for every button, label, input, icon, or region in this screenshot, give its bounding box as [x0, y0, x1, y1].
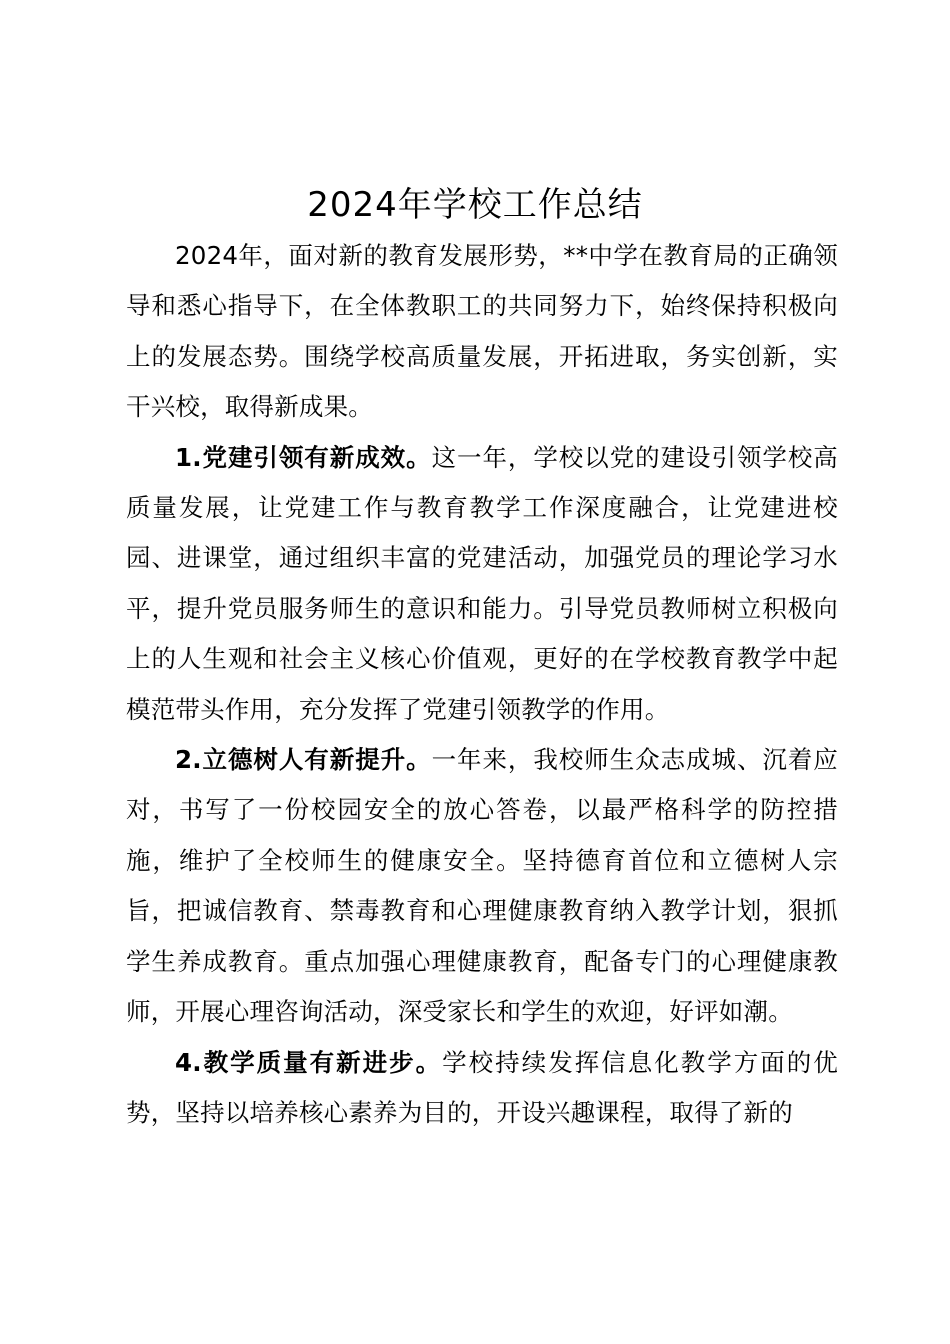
section-paragraph-moral-education — [126, 735, 838, 1037]
section-heading: 2.立德树人有新提升。 — [175, 745, 432, 775]
section-text: 学校持续发挥信息化教学方面的优势，坚持以培养核心素养为目的，开设兴趣课程，取得了新的 — [126, 1047, 838, 1127]
document-body — [126, 231, 838, 1138]
section-heading: 1.党建引领有新成效。 — [175, 442, 432, 472]
section-paragraph-teaching-quality — [126, 1038, 838, 1139]
intro-paragraph — [126, 231, 838, 433]
section-heading: 4.教学质量有新进步。 — [175, 1047, 443, 1077]
section-text: 一年来，我校师生众志成城、沉着应对，书写了一份校园安全的放心答卷，以最严格科学的防控措施，维护了全校师生的健康安全。坚持德育首位和立德树人宗旨，把诚信教育、禁毒教育和心理健康教育纳入教学计划，狠抓学生养成教育。重点加强心理健康教育，配备专门的心理健康教师，开展心理咨询活动，深受家长和学生的欢迎，好评如潮。 — [126, 745, 839, 1027]
document-title: 2024年学校工作总结 — [307, 185, 643, 225]
section-text: 这一年，学校以党的建设引领学校高质量发展，让党建工作与教育教学工作深度融合，让党建进校园、进课堂，通过组织丰富的党建活动，加强党员的理论学习水平，提升党员服务师生的意识和能力。引导党员教师树立积极向上的人生观和社会主义核心价值观，更好的在学校教育教学中起模范带头作用，充分发挥了党建引领教学的作用。 — [126, 442, 839, 724]
intro-text: 2024年，面对新的教育发展形势，**中学在教育局的正确领导和悉心指导下，在全体教职工的共同努力下，始终保持积极向上的发展态势。围绕学校高质量发展，开拓进取，务实创新，实干兴校，取得新成果。 — [126, 241, 838, 422]
section-paragraph-party-building — [126, 433, 838, 735]
